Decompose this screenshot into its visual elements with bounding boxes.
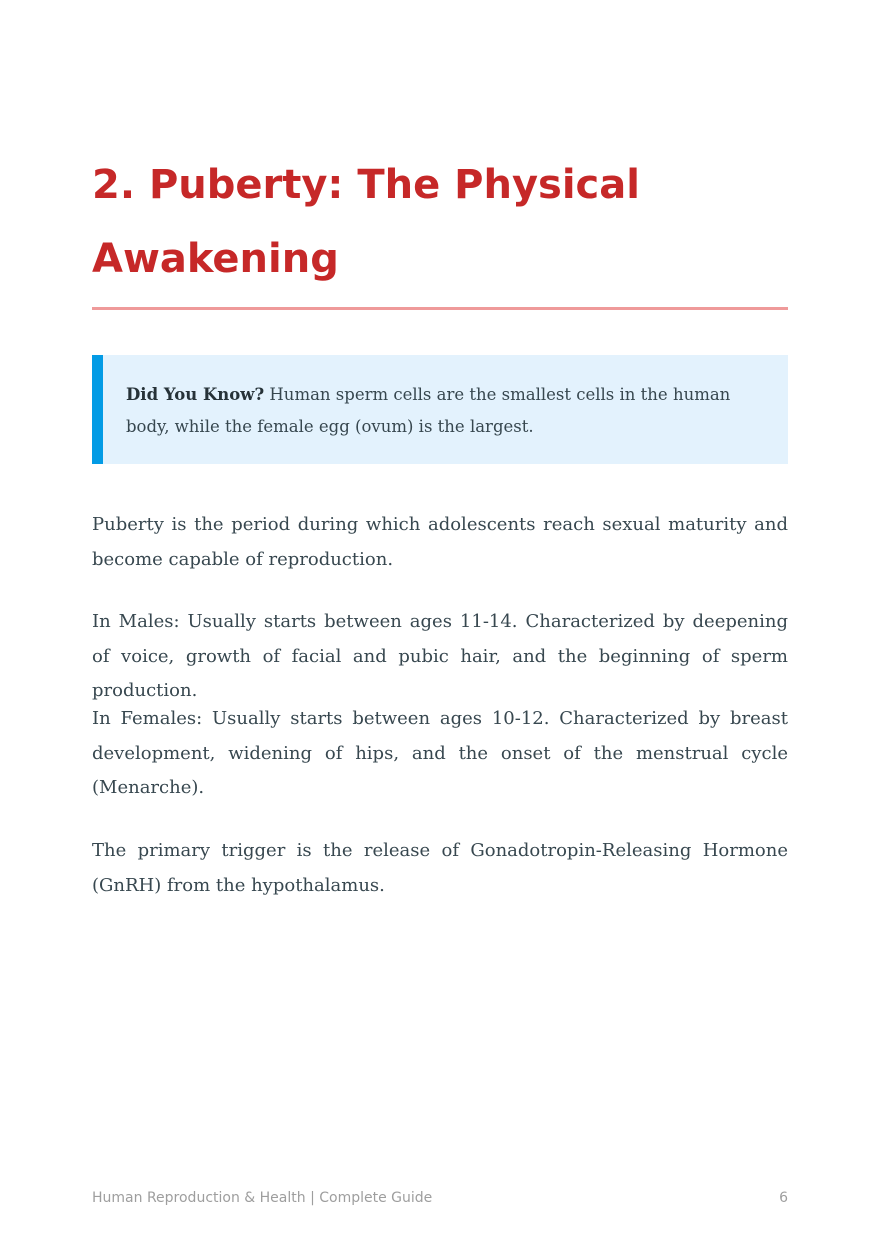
document-page (92, 0, 788, 1245)
paragraph-males: In Males: Usually starts between ages 11-14. Characterized by deepening of voice, growth of facial and pubic hair, and the beginning of sperm production. (92, 611, 788, 701)
paragraph-puberty-definition: Puberty is the period during which adolescents reach sexual maturity and become capable of reproduction. (92, 514, 788, 570)
did-you-know-callout (92, 355, 788, 464)
paragraph-trigger: The primary trigger is the release of Gonadotropin-Releasing Hormone (GnRH) from the hypothalamus. (92, 840, 788, 896)
footer-guide-title: Human Reproduction & Health | Complete Guide (92, 1190, 433, 1206)
section-title: 2. Puberty: The Physical Awakening (92, 162, 640, 282)
callout-lead: Did You Know? (126, 385, 265, 404)
callout-text: Human sperm cells are the smallest cells in the human body, while the female egg (ovum) is the largest. (126, 385, 731, 436)
paragraph-females: In Females: Usually starts between ages 10-12. Characterized by breast development, widening of hips, and the onset of the menstrual cycle (Menarche). (92, 708, 788, 798)
title-divider (92, 307, 788, 310)
footer-page-number: 6 (779, 1190, 788, 1206)
